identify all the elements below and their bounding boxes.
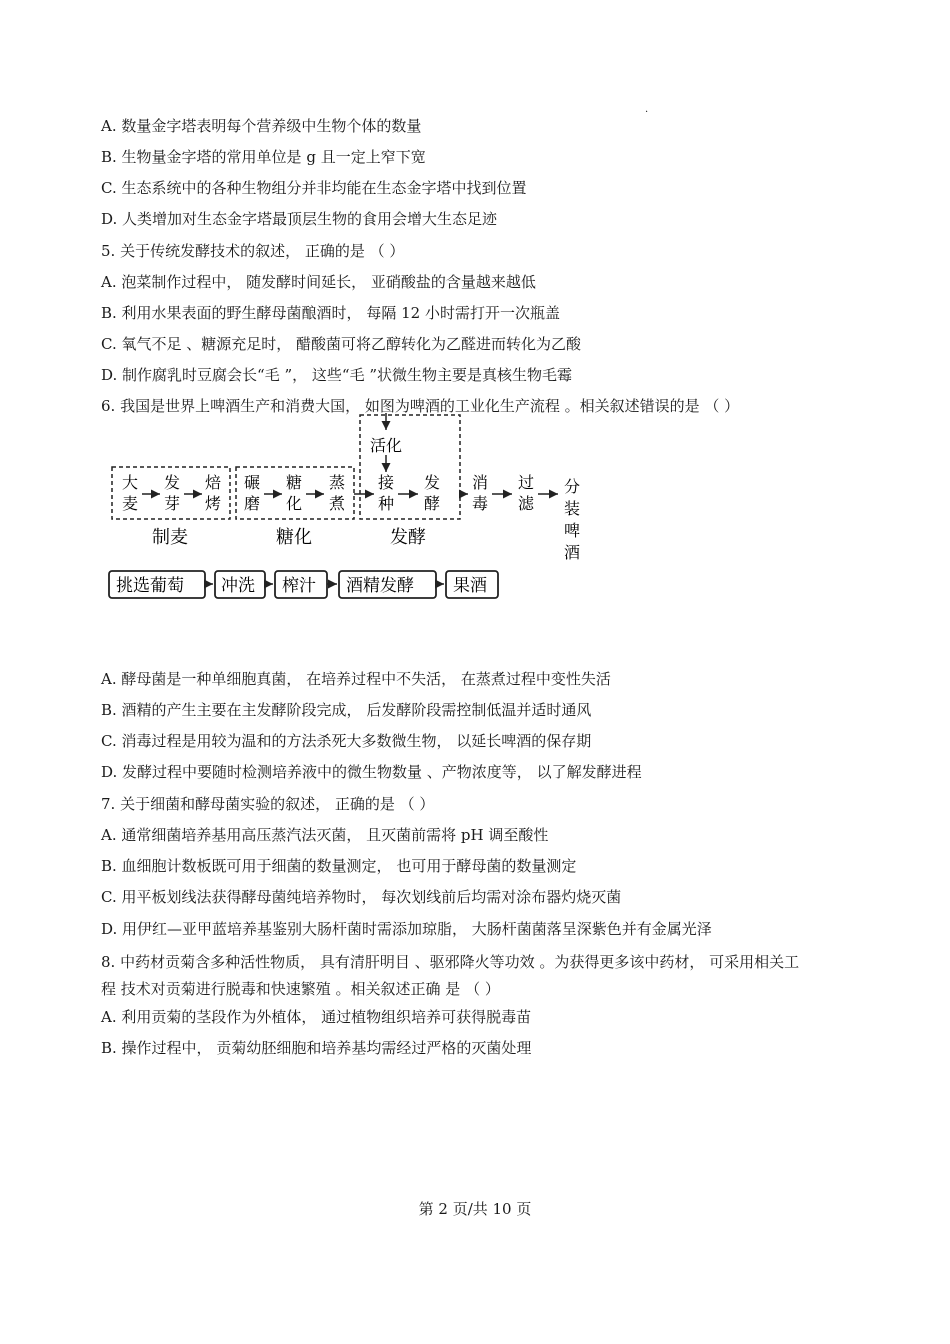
q7-option-c: C. 用平板划线法获得酵母菌纯培养物时， 每次划线前后均需对涂布器灼烧灭菌 xyxy=(101,888,622,906)
step-jiezhong-2: 种 xyxy=(378,494,395,513)
fruit-step-1: 挑选葡萄 xyxy=(116,576,184,596)
final-1: 分 xyxy=(564,477,581,496)
q6-option-b: B. 酒精的产生主要在主发酵阶段完成， 后发酵阶段需控制低温并适时通风 xyxy=(101,701,592,719)
final-3: 啤 xyxy=(564,521,581,540)
step-nianmo-2: 磨 xyxy=(244,494,261,513)
step-tanghua-2: 化 xyxy=(286,494,303,513)
q4-option-b: B. 生物量金字塔的常用单位是 g 且一定上窄下宽 xyxy=(101,148,426,166)
q8-stem-line2: 程 技术对贡菊进行脱毒和快速繁殖 。相关叙述正确 是 （ ） xyxy=(101,980,500,998)
beer-process-diagram xyxy=(108,410,588,614)
fruit-step-5: 果酒 xyxy=(453,576,487,596)
step-damai-1: 大 xyxy=(122,473,139,492)
step-xiaodu-2: 毒 xyxy=(472,494,489,513)
step-zhengzhu-1: 蒸 xyxy=(329,473,346,492)
huohua-label: 活化 xyxy=(370,436,403,455)
q4-option-a: A. 数量金字塔表明每个营养级中生物个体的数量 xyxy=(101,117,422,135)
flow-chart xyxy=(108,410,588,610)
step-tanghua-1: 糖 xyxy=(286,473,303,492)
q6-option-c: C. 消毒过程是用较为温和的方法杀死大多数微生物， 以延长啤酒的保存期 xyxy=(101,732,592,750)
fruit-step-2: 冲洗 xyxy=(221,576,255,596)
final-4: 酒 xyxy=(564,543,581,562)
step-fajiao-2: 酵 xyxy=(424,494,441,513)
q7-option-d: D. 用伊红—亚甲蓝培养基鉴别大肠杆菌时需添加琼脂， 大肠杆菌菌落呈深紫色并有金属光泽 xyxy=(101,920,712,938)
final-2: 装 xyxy=(564,499,581,518)
step-faya-2: 芽 xyxy=(164,494,181,513)
step-fajiao-1: 发 xyxy=(424,473,441,492)
q8-stem-line1: 8. 中药材贡菊含多种活性物质， 具有清肝明目 、驱邪降火等功效 。为获得更多该中药材， 可采用相关工 xyxy=(101,953,800,971)
fruit-step-4: 酒精发酵 xyxy=(346,576,414,596)
fruit-step-3: 榨汁 xyxy=(282,576,316,596)
step-nianmo-1: 碾 xyxy=(244,473,261,492)
q7-stem: 7. 关于细菌和酵母菌实验的叙述， 正确的是 （ ） xyxy=(101,795,435,813)
q6-option-a: A. 酵母菌是一种单细胞真菌， 在培养过程中不失活， 在蒸煮过程中变性失活 xyxy=(101,670,611,688)
q6-option-d: D. 发酵过程中要随时检测培养液中的微生物数量 、产物浓度等， 以了解发酵进程 xyxy=(101,763,642,781)
step-beikao-2: 烤 xyxy=(205,494,222,513)
group-label-fajiao: 发酵 xyxy=(390,527,426,548)
group-label-tanghua: 糖化 xyxy=(276,527,312,548)
q5-option-d: D. 制作腐乳时豆腐会长“毛 ”， 这些“毛 ”状微生物主要是真核生物毛霉 xyxy=(101,366,573,384)
q8-option-b: B. 操作过程中， 贡菊幼胚细胞和培养基均需经过严格的灭菌处理 xyxy=(101,1039,532,1057)
q6-stem: 6. 我国是世界上啤酒生产和消费大国， 如图为啤酒的工业化生产流程 。相关叙述错误的是 （ ） xyxy=(101,397,740,415)
step-guolv-2: 滤 xyxy=(518,494,535,513)
q5-option-a: A. 泡菜制作过程中， 随发酵时间延长， 亚硝酸盐的含量越来越低 xyxy=(101,273,536,291)
stray-dot: . xyxy=(645,104,649,115)
step-faya-1: 发 xyxy=(164,473,181,492)
q4-option-c: C. 生态系统中的各种生物组分并非均能在生态金字塔中找到位置 xyxy=(101,179,527,197)
page-footer: 第 2 页/共 10 页 xyxy=(418,1200,532,1218)
q5-option-b: B. 利用水果表面的野生酵母菌酿酒时， 每隔 12 小时需打开一次瓶盖 xyxy=(101,304,560,322)
q7-option-b: B. 血细胞计数板既可用于细菌的数量测定， 也可用于酵母菌的数量测定 xyxy=(101,857,577,875)
step-xiaodu-1: 消 xyxy=(472,473,489,492)
group-label-zhimai: 制麦 xyxy=(152,527,188,548)
group-box-fajiao xyxy=(360,415,460,519)
step-jiezhong-1: 接 xyxy=(378,473,395,492)
q8-option-a: A. 利用贡菊的茎段作为外植体， 通过植物组织培养可获得脱毒苗 xyxy=(101,1008,532,1026)
step-zhengzhu-2: 煮 xyxy=(329,494,346,513)
step-guolv-1: 过 xyxy=(518,473,535,492)
step-damai-2: 麦 xyxy=(122,494,139,513)
q7-option-a: A. 通常细菌培养基用高压蒸汽法灭菌， 且灭菌前需将 pH 调至酸性 xyxy=(101,826,549,844)
q4-option-d: D. 人类增加对生态金字塔最顶层生物的食用会增大生态足迹 xyxy=(101,210,498,228)
q5-option-c: C. 氧气不足 、糖源充足时， 醋酸菌可将乙醇转化为乙醛进而转化为乙酸 xyxy=(101,335,582,353)
step-beikao-1: 焙 xyxy=(205,473,222,492)
q5-stem: 5. 关于传统发酵技术的叙述， 正确的是 （ ） xyxy=(101,242,405,260)
